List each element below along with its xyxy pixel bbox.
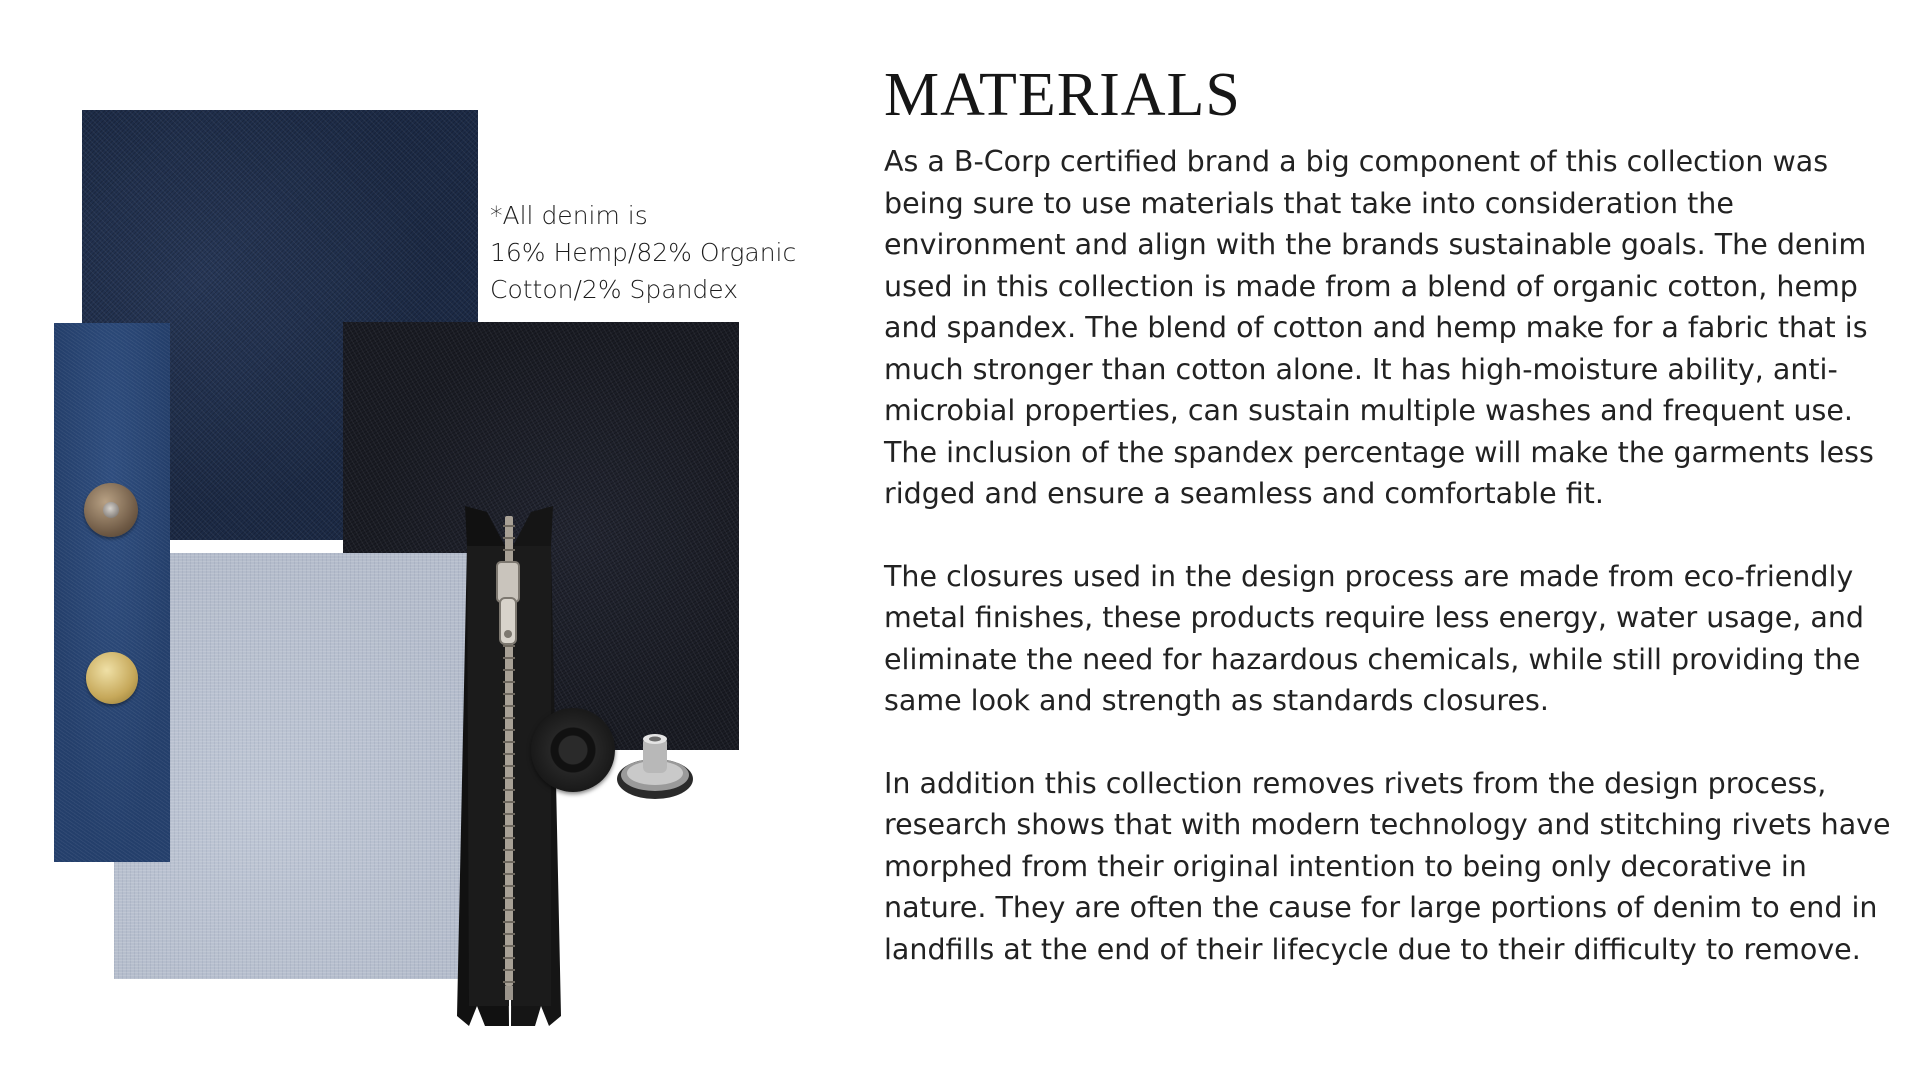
page-title: MATERIALS xyxy=(884,61,1241,129)
denim-paragraph: As a B-Corp certified brand a big component of this collection was being sure to use materials that take into consideration the environment and align with the brands sustainable goals. The denim used in this collection is made from a blend of organic cotton, hemp and spandex. The blend of cotton and hemp make for a fabric that is much stronger than cotton alone. It has high-moisture ability, anti-microbial properties, can sustain multiple washes and frequent use. The inclusion of the spandex percentage will make the garments less ridged and ensure a seamless and comfortable fit. xyxy=(884,145,1874,510)
denim-note-line: *All denim is xyxy=(490,201,648,230)
closures-paragraph: The closures used in the design process are made from eco-friendly metal finishes, these products require less energy, water usage, and eliminate the need for hazardous chemicals, while still providing the same look and strength as standards closures. xyxy=(884,559,1865,717)
black-jeans-button xyxy=(531,708,615,792)
denim-note-line: 16% Hemp/82% Organic xyxy=(490,238,797,267)
blue-denim-strip-swatch xyxy=(54,323,170,862)
brass-snap-button xyxy=(86,652,138,704)
body-text xyxy=(884,141,1904,1011)
denim-note-line: Cotton/2% Spandex xyxy=(490,275,739,304)
silver-rivet-image xyxy=(615,731,697,803)
bronze-snap-button xyxy=(84,483,138,537)
denim-composition-note xyxy=(490,197,850,308)
rivets-paragraph: In addition this collection removes rivets from the design process, research shows that with modern technology and stitching rivets have morphed from their original intention to being only decorative in nature. They are often the cause for large portions of denim to end in landfills at the end of their lifecycle due to their difficulty to remove. xyxy=(884,766,1891,966)
